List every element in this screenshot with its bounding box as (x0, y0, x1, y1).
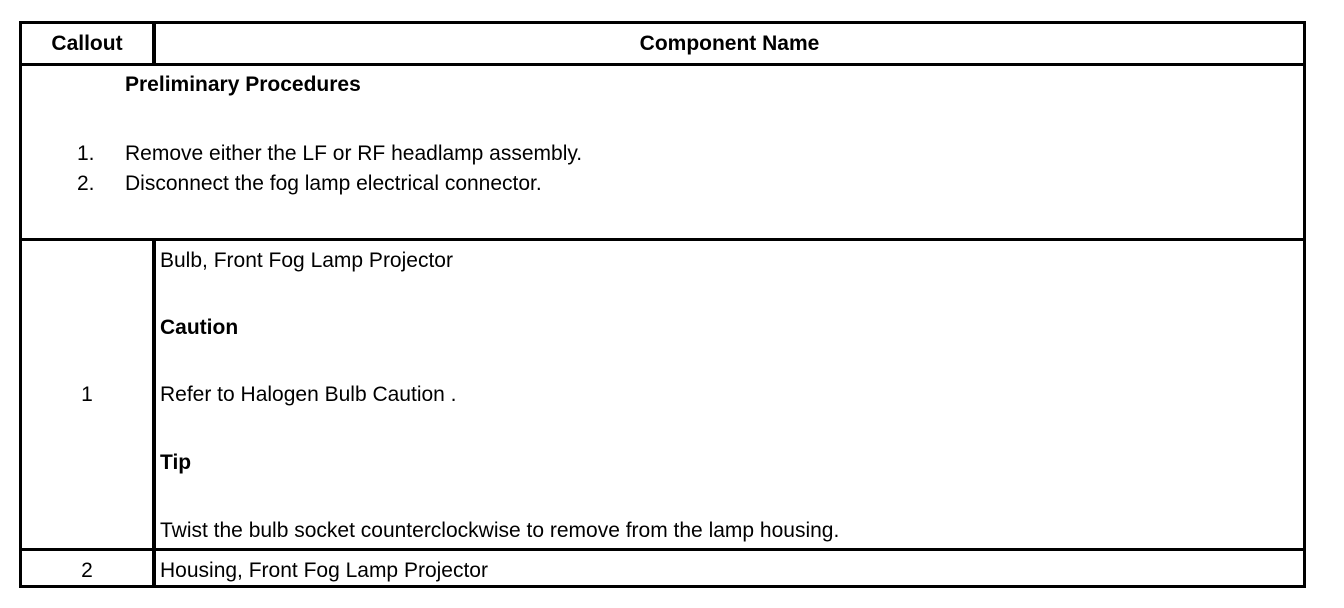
step-number: 1. (77, 142, 95, 165)
component-name: Bulb, Front Fog Lamp Projector (160, 249, 453, 272)
rows-column-divider (152, 238, 156, 588)
step-number: 2. (77, 172, 95, 195)
header-divider (22, 63, 1303, 66)
step-text: Disconnect the fog lamp electrical connector. (125, 172, 542, 195)
caution-text: Refer to Halogen Bulb Caution . (160, 383, 457, 406)
callout-number: 2 (81, 559, 93, 582)
tip-text: Twist the bulb socket counterclockwise to remove from the lamp housing. (160, 519, 840, 542)
caution-label: Caution (160, 316, 239, 339)
header-component-name: Component Name (639, 32, 820, 55)
preliminary-title: Preliminary Procedures (125, 73, 361, 96)
step-text: Remove either the LF or RF headlamp assembly. (125, 142, 583, 165)
header-callout: Callout (51, 32, 123, 55)
callout-number: 1 (81, 383, 93, 406)
tip-label: Tip (160, 451, 192, 474)
preliminary-divider (22, 238, 1303, 241)
component-table (19, 21, 1306, 588)
component-name: Housing, Front Fog Lamp Projector (160, 559, 488, 582)
row-divider (22, 548, 1303, 551)
